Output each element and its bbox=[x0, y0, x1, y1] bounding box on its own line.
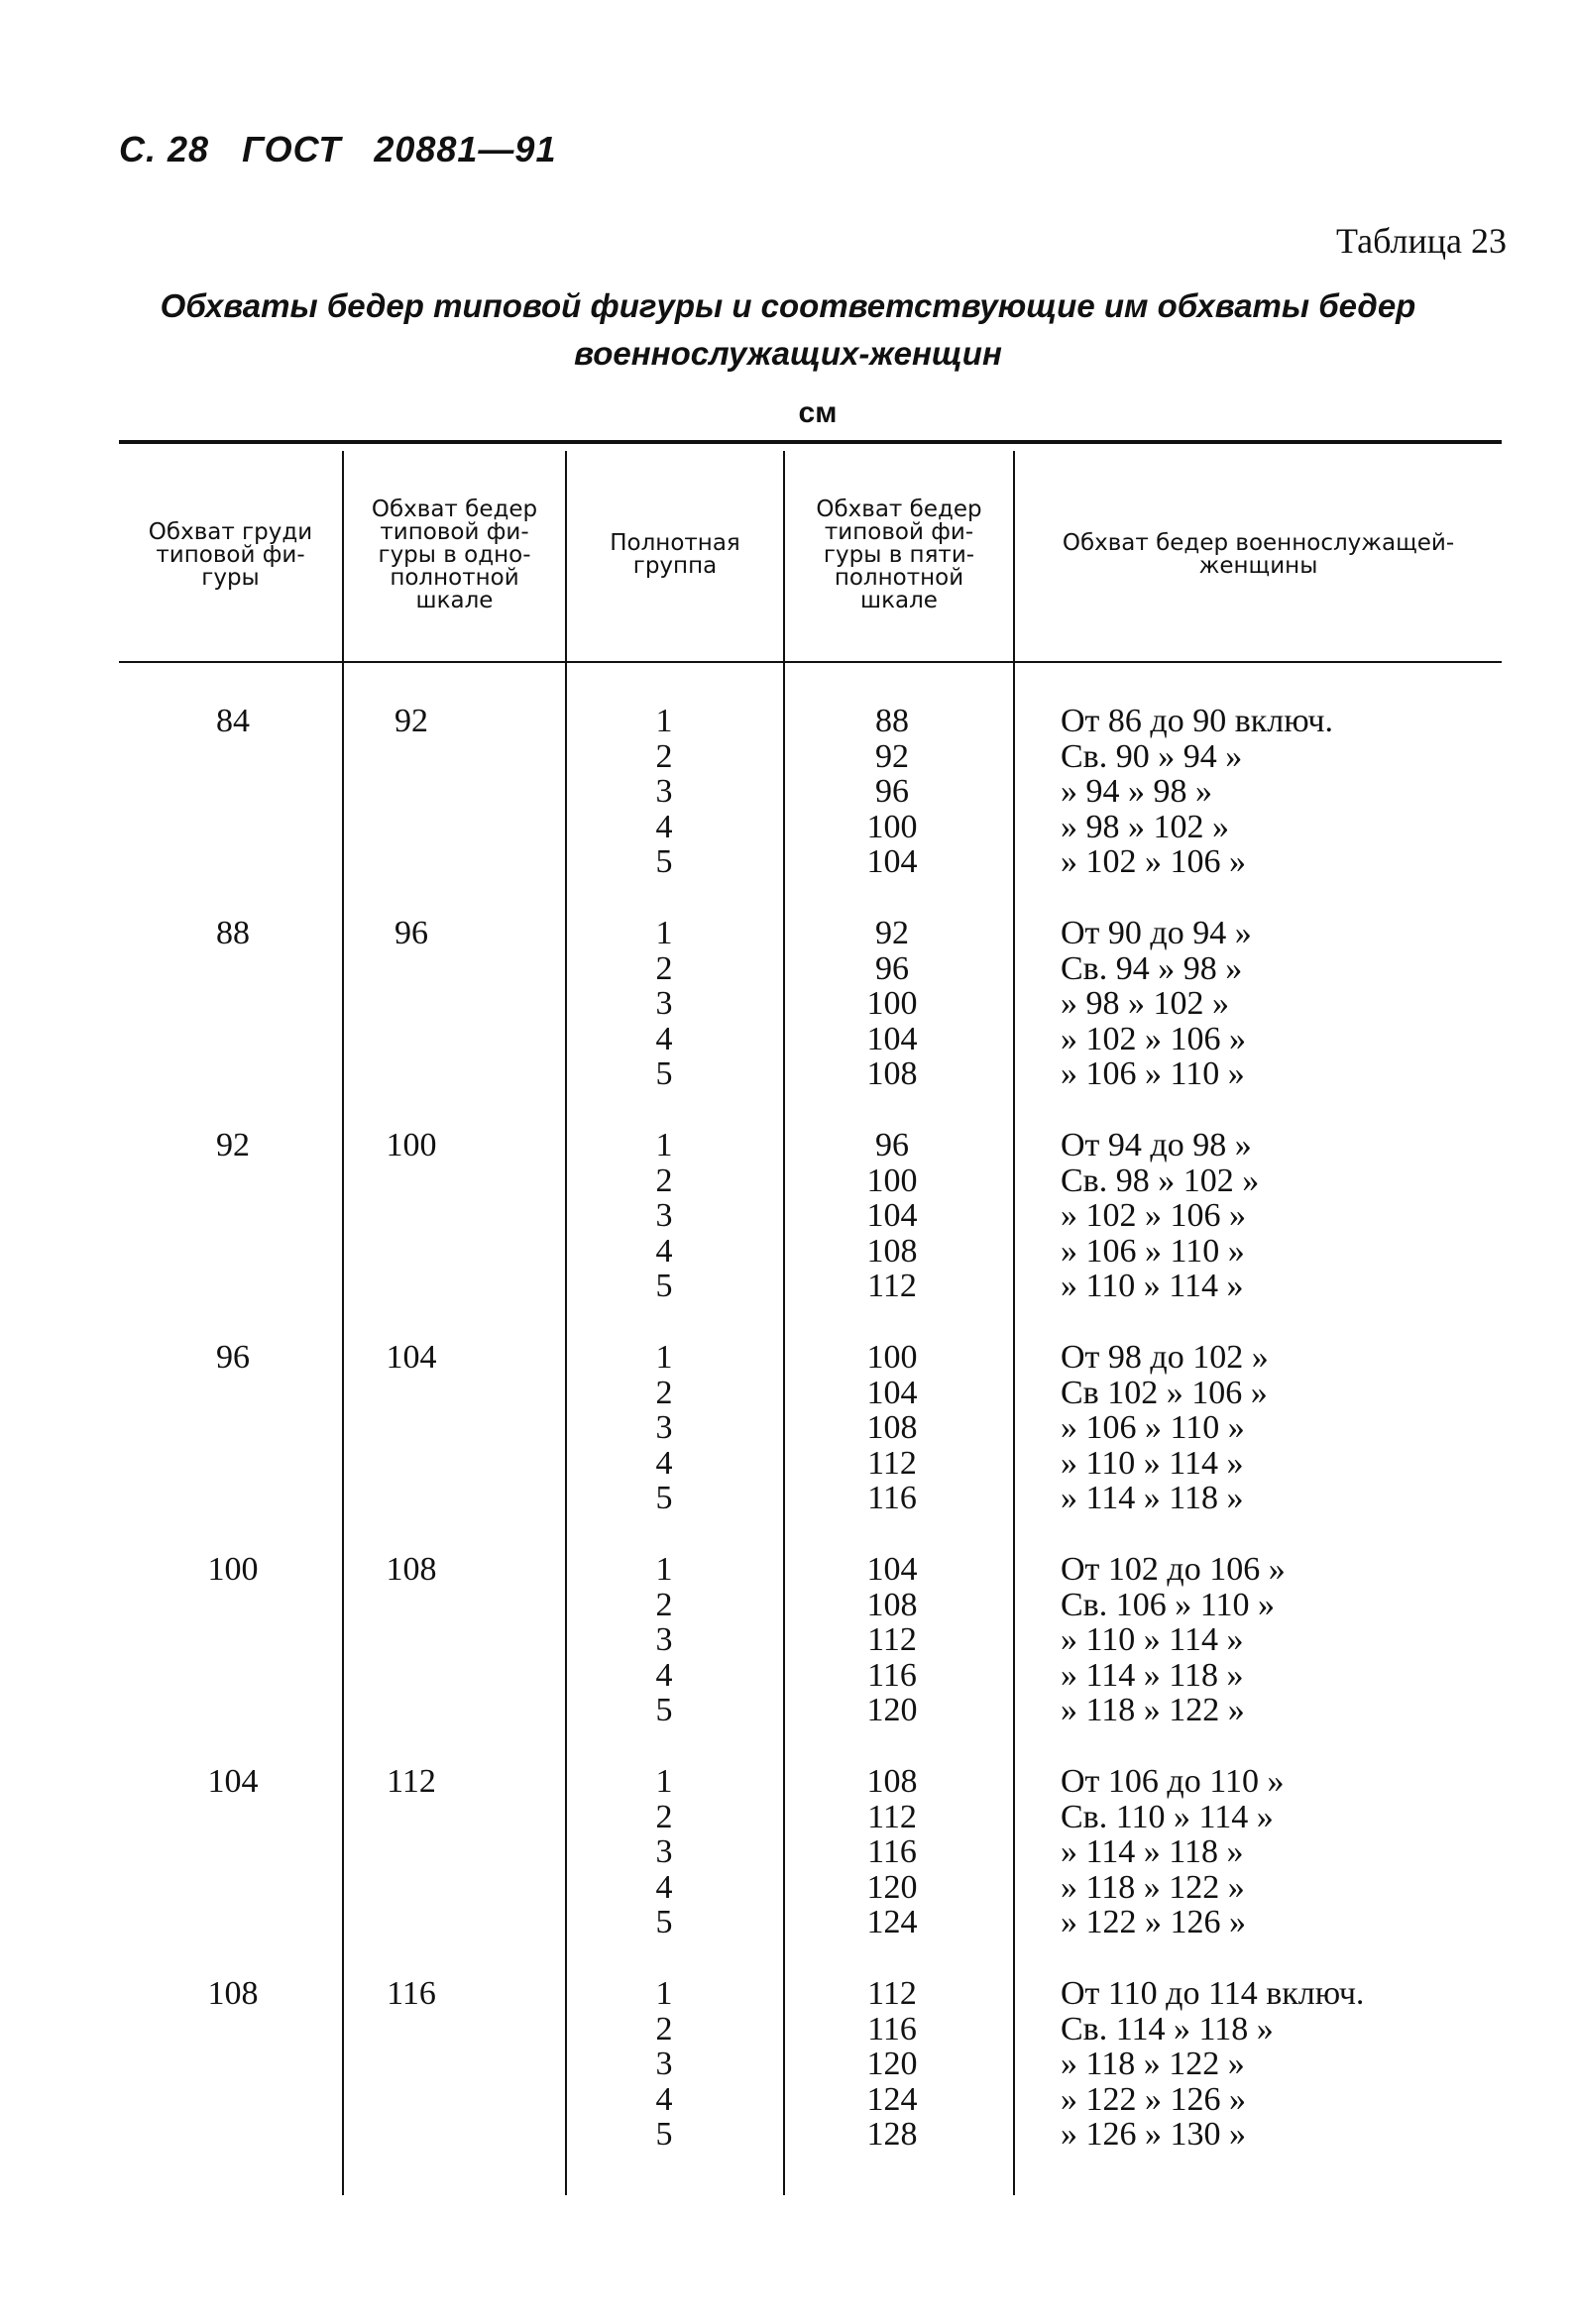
header-line: Обхват бедер bbox=[816, 496, 982, 522]
header-line: типовой фи- bbox=[824, 518, 974, 545]
hips-five-scale-value: 116 bbox=[867, 1656, 917, 1694]
hips-five-scale-value: 96 bbox=[875, 949, 909, 987]
full-group-value-list bbox=[634, 1340, 694, 1516]
hips-five-scale-value: 108 bbox=[866, 1409, 918, 1446]
hips-woman-range: » 102 » 106 » bbox=[1061, 1020, 1246, 1057]
hips-woman-range: » 110 » 114 » bbox=[1061, 1444, 1244, 1482]
full-group-value: 5 bbox=[655, 1480, 673, 1516]
hips-woman-range: Св. 114 » 118 » bbox=[1061, 2010, 1274, 2047]
hips-woman-range-list bbox=[1061, 1552, 1526, 1728]
header-line: шкале bbox=[860, 587, 938, 613]
hips-five-scale-value: 96 bbox=[875, 1127, 909, 1163]
full-group-value: 2 bbox=[655, 1798, 673, 1835]
chest-girth-value: 108 bbox=[207, 1975, 259, 2012]
header-line: Обхват бедер военнослужащей- bbox=[1062, 530, 1455, 556]
chest-girth-value: 96 bbox=[216, 1339, 250, 1376]
hips-woman-range: Св. 98 » 102 » bbox=[1061, 1162, 1260, 1199]
hips-woman-range: » 110 » 114 » bbox=[1061, 1621, 1244, 1658]
chest-girth-value: 92 bbox=[216, 1127, 250, 1163]
header-line: гуры bbox=[201, 564, 260, 591]
full-group-value: 1 bbox=[655, 1763, 673, 1800]
table-top-rule bbox=[119, 440, 1502, 444]
hips-woman-range: » 118 » 122 » bbox=[1061, 1868, 1245, 1906]
unit-label: см bbox=[798, 396, 838, 429]
hips-woman-range: » 98 » 102 » bbox=[1061, 985, 1229, 1022]
full-group-value: 3 bbox=[655, 773, 673, 810]
table-title-line-2: военнослужащих-женщин bbox=[574, 335, 1002, 372]
hips-five-scale-value: 92 bbox=[875, 737, 909, 775]
hips-one-scale-value: 116 bbox=[387, 1975, 436, 2012]
hips-five-scale-value: 124 bbox=[866, 1904, 918, 1940]
hips-five-scale-value: 116 bbox=[867, 2010, 917, 2047]
hips-five-scale-value-list bbox=[833, 916, 952, 1092]
standard-number: 20881—91 bbox=[374, 129, 557, 169]
full-group-value: 3 bbox=[655, 1197, 673, 1234]
header-line: женщины bbox=[1198, 553, 1318, 579]
header-line: Обхват груди bbox=[148, 518, 313, 545]
table-title bbox=[149, 282, 1427, 378]
hips-woman-range: » 122 » 126 » bbox=[1061, 1904, 1246, 1940]
hips-woman-range: Св. 90 » 94 » bbox=[1061, 737, 1243, 775]
hips-woman-range: » 106 » 110 » bbox=[1061, 1409, 1245, 1446]
header-line: гуры в одно- bbox=[378, 541, 531, 568]
full-group-value: 1 bbox=[655, 1975, 673, 2012]
hips-woman-range: Св. 94 » 98 » bbox=[1061, 949, 1243, 987]
col-header-hips-one bbox=[344, 451, 565, 659]
col-header-chest bbox=[119, 451, 342, 659]
hips-five-scale-value: 96 bbox=[875, 773, 909, 810]
hips-five-scale-value: 92 bbox=[875, 915, 909, 951]
col-header-hips-woman bbox=[1015, 451, 1502, 659]
full-group-value: 4 bbox=[655, 808, 673, 845]
full-group-value: 1 bbox=[655, 703, 673, 739]
full-group-value: 5 bbox=[655, 1904, 673, 1940]
chest-girth-value: 104 bbox=[207, 1763, 259, 1800]
full-group-value: 2 bbox=[655, 1374, 673, 1411]
hips-woman-range: От 106 до 110 » bbox=[1061, 1763, 1285, 1800]
col-header-group bbox=[567, 451, 783, 659]
full-group-value-list bbox=[634, 1128, 694, 1304]
full-group-value: 1 bbox=[655, 915, 673, 951]
hips-woman-range: » 114 » 118 » bbox=[1061, 1656, 1244, 1694]
col-header-hips-one-text bbox=[372, 498, 537, 612]
hips-five-scale-value: 112 bbox=[867, 1268, 917, 1304]
chest-girth-value: 100 bbox=[207, 1551, 259, 1588]
full-group-value: 1 bbox=[655, 1339, 673, 1376]
full-group-value: 4 bbox=[655, 2080, 673, 2118]
hips-five-scale-value: 88 bbox=[875, 703, 909, 739]
header-line: группа bbox=[632, 553, 718, 579]
table-body bbox=[119, 704, 1507, 2188]
full-group-value-list bbox=[634, 704, 694, 880]
hips-five-scale-value-list bbox=[833, 1552, 952, 1728]
hips-woman-range-list bbox=[1061, 704, 1526, 880]
hips-woman-range: Св. 110 » 114 » bbox=[1061, 1798, 1274, 1835]
full-group-value: 2 bbox=[655, 1162, 673, 1199]
hips-woman-range-list bbox=[1061, 1128, 1526, 1304]
full-group-value: 5 bbox=[655, 1055, 673, 1092]
full-group-value: 2 bbox=[655, 737, 673, 775]
full-group-value: 4 bbox=[655, 1232, 673, 1270]
hips-woman-range: От 94 до 98 » bbox=[1061, 1127, 1252, 1163]
table-row-group bbox=[119, 1128, 1507, 1340]
hips-woman-range: » 106 » 110 » bbox=[1061, 1232, 1245, 1270]
hips-five-scale-value: 120 bbox=[866, 2046, 918, 2082]
hips-five-scale-value: 104 bbox=[866, 1551, 918, 1588]
hips-five-scale-value: 116 bbox=[867, 1833, 917, 1870]
hips-woman-range: Св 102 » 106 » bbox=[1061, 1374, 1268, 1411]
full-group-value: 1 bbox=[655, 1127, 673, 1163]
full-group-value: 3 bbox=[655, 2046, 673, 2082]
page-header bbox=[119, 129, 578, 170]
hips-five-scale-value: 120 bbox=[866, 1692, 918, 1728]
full-group-value: 5 bbox=[655, 1692, 673, 1728]
col-header-hips-five-text bbox=[816, 498, 981, 612]
hips-woman-range: От 110 до 114 включ. bbox=[1061, 1975, 1365, 2012]
full-group-value: 4 bbox=[655, 1444, 673, 1482]
full-group-value-list bbox=[634, 1552, 694, 1728]
hips-one-scale-value: 104 bbox=[386, 1339, 437, 1376]
hips-five-scale-value: 100 bbox=[866, 808, 918, 845]
hips-five-scale-value: 112 bbox=[867, 1798, 917, 1835]
col-header-hips-woman-text bbox=[1063, 532, 1454, 578]
full-group-value: 2 bbox=[655, 1586, 673, 1623]
hips-woman-range: » 114 » 118 » bbox=[1061, 1480, 1244, 1516]
table-row-group bbox=[119, 704, 1507, 916]
hips-five-scale-value: 108 bbox=[866, 1232, 918, 1270]
hips-one-scale-value: 112 bbox=[387, 1763, 436, 1800]
hips-woman-range-list bbox=[1061, 1340, 1526, 1516]
full-group-value: 4 bbox=[655, 1868, 673, 1906]
full-group-value: 4 bbox=[655, 1020, 673, 1057]
hips-woman-range: » 118 » 122 » bbox=[1061, 2046, 1245, 2082]
hips-five-scale-value: 108 bbox=[866, 1586, 918, 1623]
hips-woman-range-list bbox=[1061, 1976, 1526, 2153]
hips-five-scale-value: 124 bbox=[866, 2080, 918, 2118]
header-line: полнотной bbox=[390, 564, 519, 591]
hips-woman-range: » 98 » 102 » bbox=[1061, 808, 1229, 845]
full-group-value: 3 bbox=[655, 1621, 673, 1658]
full-group-value: 3 bbox=[655, 1833, 673, 1870]
standard-label: ГОСТ bbox=[242, 129, 342, 169]
hips-five-scale-value: 112 bbox=[867, 1444, 917, 1482]
header-line: типовой фи- bbox=[156, 541, 305, 568]
table-title-line-1: Обхваты бедер типовой фигуры и соответствующие им обхваты бедер bbox=[160, 287, 1416, 324]
full-group-value-list bbox=[634, 916, 694, 1092]
table-row-group bbox=[119, 1552, 1507, 1764]
full-group-value: 2 bbox=[655, 2010, 673, 2047]
hips-five-scale-value: 104 bbox=[866, 1020, 918, 1057]
header-line: Обхват бедер bbox=[371, 496, 538, 522]
hips-five-scale-value: 104 bbox=[866, 1374, 918, 1411]
hips-woman-range: » 122 » 126 » bbox=[1061, 2080, 1246, 2118]
hips-woman-range: От 90 до 94 » bbox=[1061, 915, 1252, 951]
table-row-group bbox=[119, 1976, 1507, 2188]
hips-five-scale-value: 108 bbox=[866, 1763, 918, 1800]
full-group-value: 3 bbox=[655, 1409, 673, 1446]
hips-five-scale-value: 104 bbox=[866, 1197, 918, 1234]
header-line: Полнотная bbox=[610, 530, 740, 556]
full-group-value: 1 bbox=[655, 1551, 673, 1588]
full-group-value: 2 bbox=[655, 949, 673, 987]
hips-woman-range-list bbox=[1061, 1764, 1526, 1940]
hips-five-scale-value-list bbox=[833, 1764, 952, 1940]
hips-five-scale-value: 108 bbox=[866, 1055, 918, 1092]
hips-woman-range: » 110 » 114 » bbox=[1061, 1268, 1244, 1304]
hips-woman-range: » 114 » 118 » bbox=[1061, 1833, 1244, 1870]
chest-girth-value: 84 bbox=[216, 703, 250, 739]
hips-five-scale-value: 100 bbox=[866, 1339, 918, 1376]
header-line: типовой фи- bbox=[380, 518, 529, 545]
col-header-chest-text bbox=[148, 518, 313, 591]
hips-woman-range: » 126 » 130 » bbox=[1061, 2116, 1246, 2153]
hips-five-scale-value: 116 bbox=[867, 1480, 917, 1516]
table-header-rule bbox=[119, 661, 1502, 663]
table-number: Таблица 23 bbox=[1336, 221, 1507, 261]
full-group-value: 5 bbox=[655, 843, 673, 880]
hips-woman-range: От 98 до 102 » bbox=[1061, 1339, 1269, 1376]
hips-five-scale-value: 104 bbox=[866, 843, 918, 880]
hips-five-scale-value: 100 bbox=[866, 985, 918, 1022]
full-group-value: 3 bbox=[655, 985, 673, 1022]
hips-five-scale-value-list bbox=[833, 1976, 952, 2153]
hips-woman-range: » 102 » 106 » bbox=[1061, 843, 1246, 880]
full-group-value: 5 bbox=[655, 1268, 673, 1304]
hips-woman-range: » 94 » 98 » bbox=[1061, 773, 1212, 810]
table-row-group bbox=[119, 916, 1507, 1128]
hips-five-scale-value: 100 bbox=[866, 1162, 918, 1199]
hips-woman-range-list bbox=[1061, 916, 1526, 1092]
hips-woman-range: От 86 до 90 включ. bbox=[1061, 703, 1333, 739]
hips-five-scale-value-list bbox=[833, 704, 952, 880]
hips-woman-range: Св. 106 » 110 » bbox=[1061, 1586, 1275, 1623]
hips-five-scale-value: 112 bbox=[867, 1975, 917, 2012]
hips-woman-range: » 102 » 106 » bbox=[1061, 1197, 1246, 1234]
hips-one-scale-value: 96 bbox=[394, 915, 428, 951]
hips-five-scale-value: 128 bbox=[866, 2116, 918, 2153]
hips-five-scale-value-list bbox=[833, 1340, 952, 1516]
full-group-value: 5 bbox=[655, 2116, 673, 2153]
hips-five-scale-value: 112 bbox=[867, 1621, 917, 1658]
hips-one-scale-value: 108 bbox=[386, 1551, 437, 1588]
table-row-group bbox=[119, 1764, 1507, 1976]
hips-one-scale-value: 100 bbox=[386, 1127, 437, 1163]
col-header-hips-five bbox=[785, 451, 1013, 659]
col-header-group-text bbox=[610, 532, 740, 578]
hips-one-scale-value: 92 bbox=[394, 703, 428, 739]
header-line: полнотной bbox=[834, 564, 964, 591]
full-group-value-list bbox=[634, 1976, 694, 2153]
hips-five-scale-value-list bbox=[833, 1128, 952, 1304]
page-number: С. 28 bbox=[119, 129, 210, 169]
chest-girth-value: 88 bbox=[216, 915, 250, 951]
table-row-group bbox=[119, 1340, 1507, 1552]
hips-woman-range: » 118 » 122 » bbox=[1061, 1692, 1245, 1728]
hips-five-scale-value: 120 bbox=[866, 1868, 918, 1906]
hips-woman-range: » 106 » 110 » bbox=[1061, 1055, 1245, 1092]
full-group-value: 4 bbox=[655, 1656, 673, 1694]
hips-woman-range: От 102 до 106 » bbox=[1061, 1551, 1286, 1588]
header-line: гуры в пяти- bbox=[823, 541, 975, 568]
header-line: шкале bbox=[415, 587, 494, 613]
full-group-value-list bbox=[634, 1764, 694, 1940]
